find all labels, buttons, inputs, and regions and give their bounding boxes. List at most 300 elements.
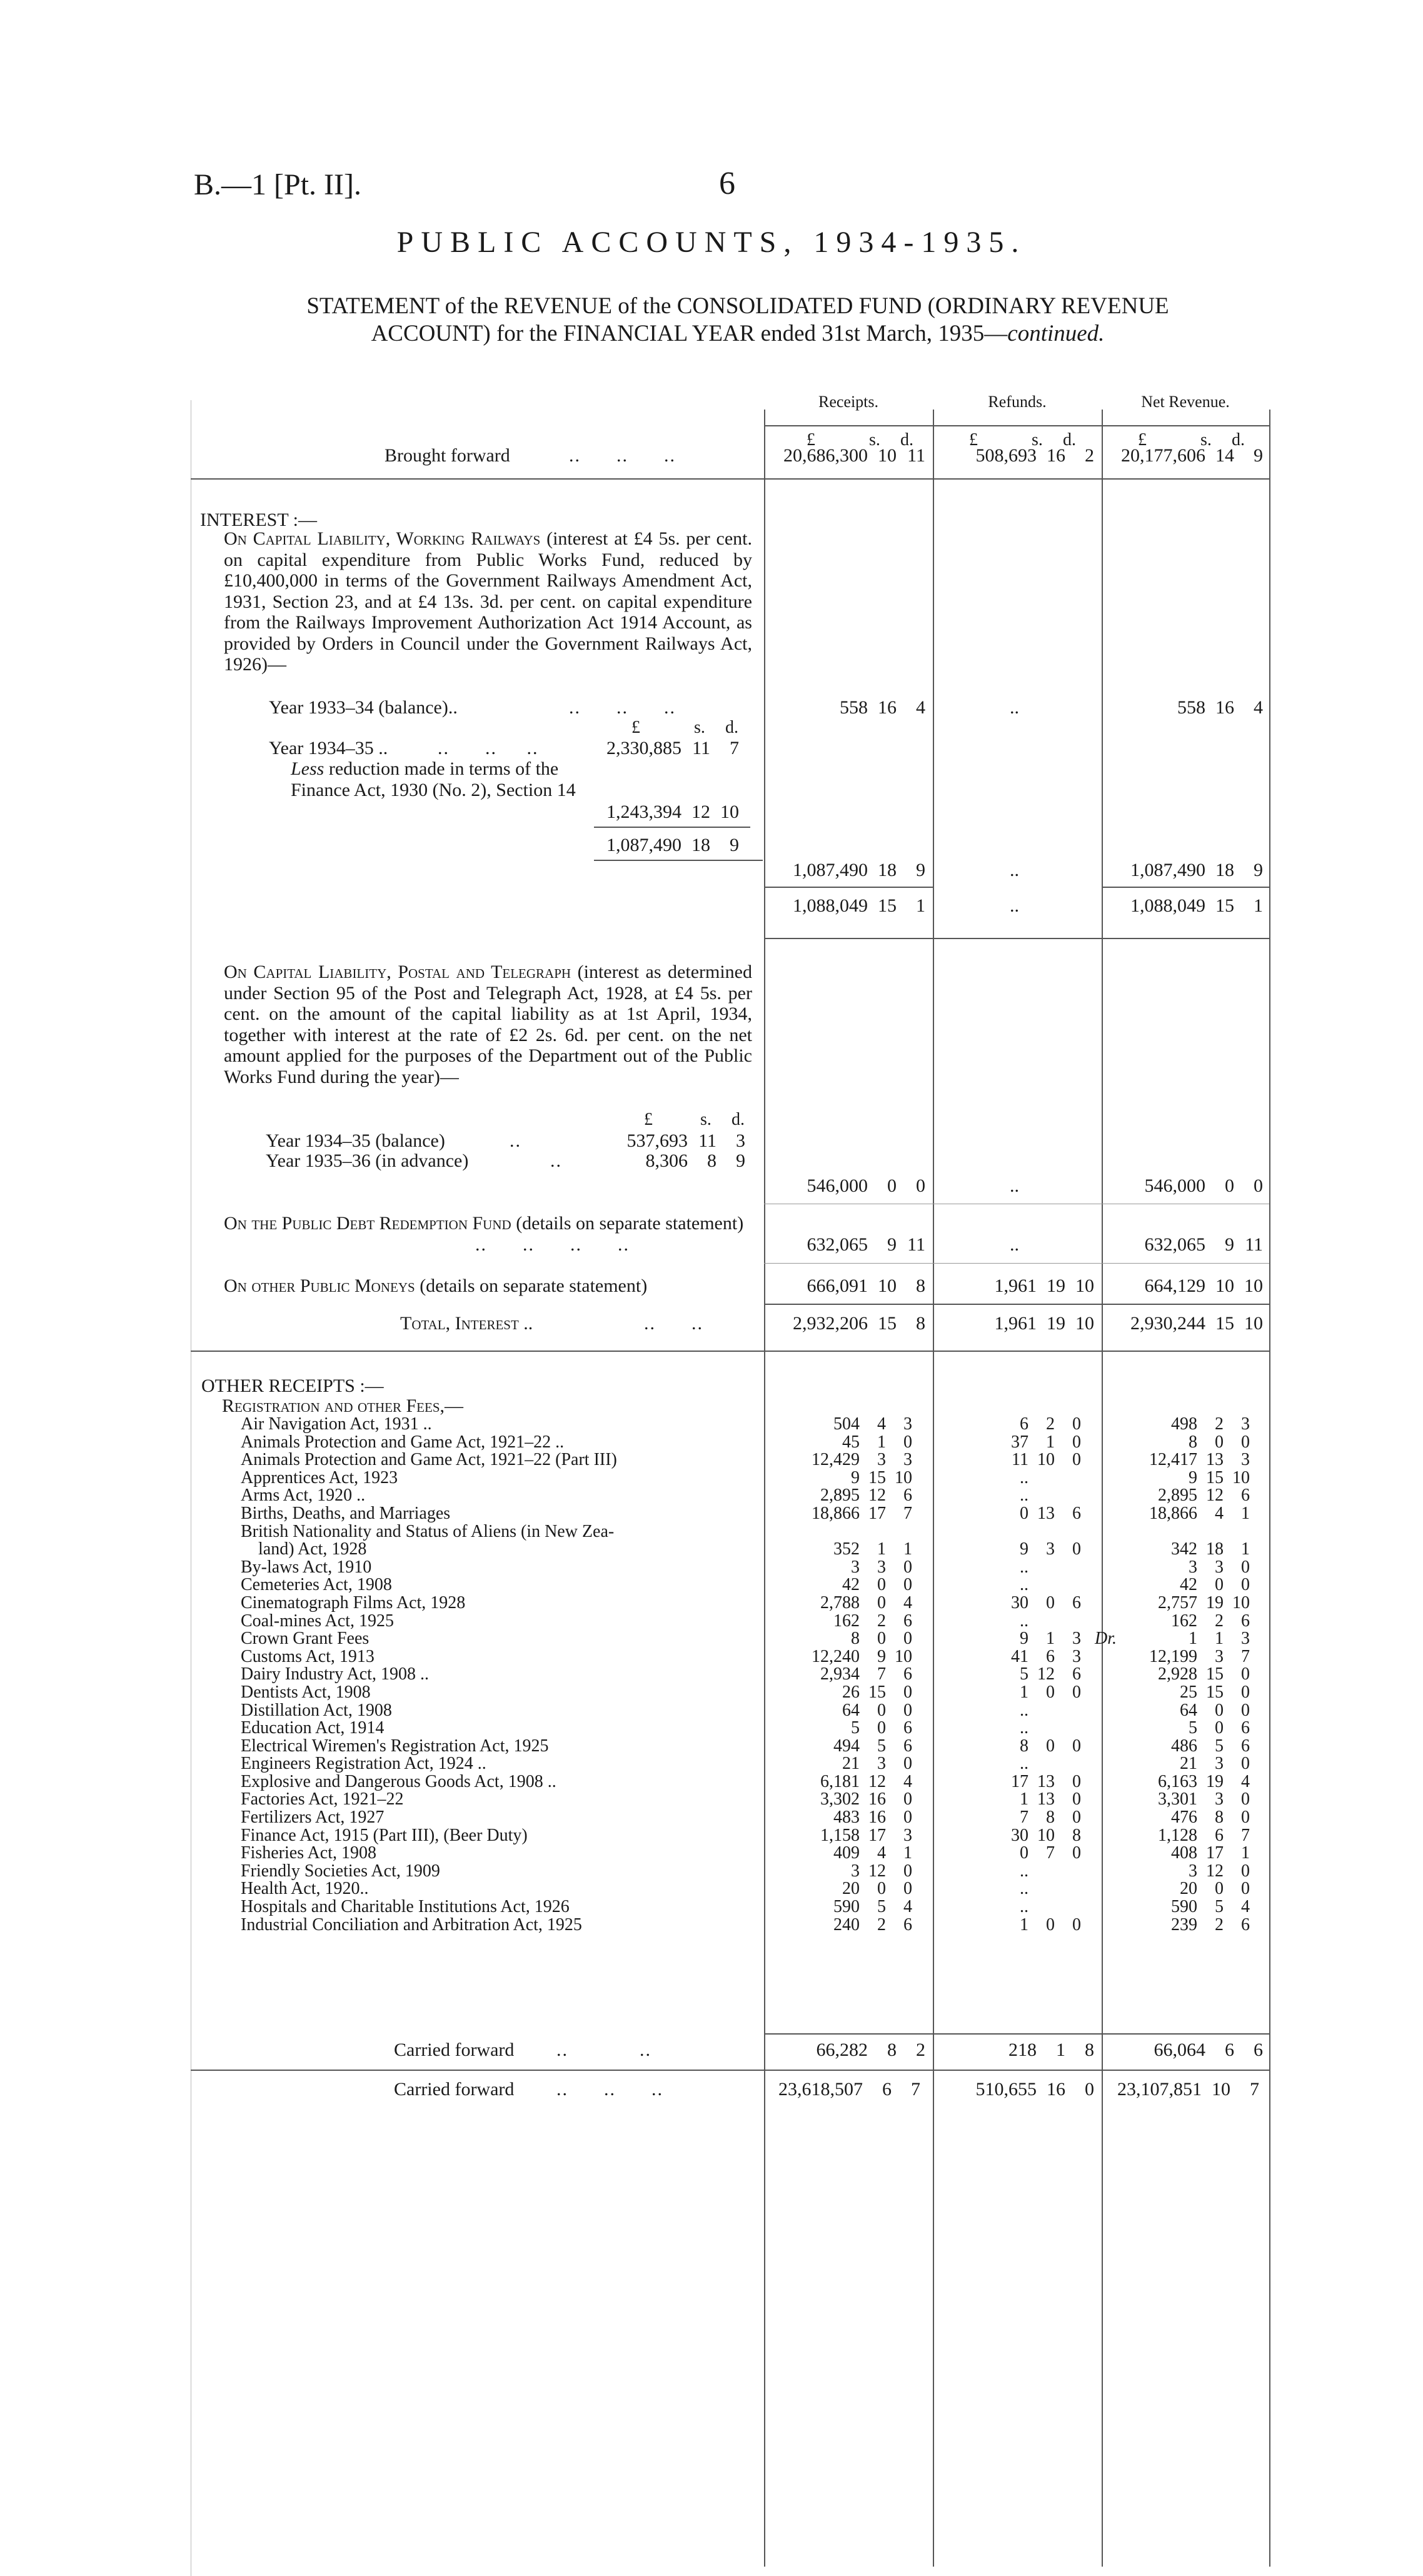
pounds: 1,128 — [1158, 1825, 1197, 1845]
pence: 7 — [1241, 1646, 1250, 1666]
row-label: Animals Protection and Game Act, 1921–22 (Part III) — [241, 1450, 617, 1470]
col-head-refunds: Refunds. — [988, 393, 1047, 411]
row-refunds — [935, 1826, 1081, 1846]
shillings: 1 — [1046, 1629, 1055, 1649]
row-receipts — [766, 1629, 912, 1649]
shillings: 5 — [877, 1897, 886, 1917]
row-refunds — [935, 1414, 1081, 1434]
postal-year-1935-label: Year 1935–36 (in advance) — [266, 1150, 469, 1171]
pence: 4 — [903, 1592, 912, 1613]
shillings: 0 — [877, 1575, 886, 1595]
row-refunds — [935, 1683, 1081, 1703]
row-label: Animals Protection and Game Act, 1921–22 .. — [241, 1432, 565, 1452]
wr-total-net: 1,088,049 15 1 — [1130, 895, 1263, 916]
pounds: 409 — [833, 1843, 860, 1863]
interest-heading: INTEREST :— — [200, 510, 317, 530]
table-row — [241, 1754, 1250, 1774]
unit-pence: d. — [725, 718, 738, 737]
pounds: 2,934 — [820, 1664, 860, 1684]
carried-forward-refunds: 510,655 16 0 — [975, 2079, 1094, 2100]
shillings: 17 — [868, 1825, 886, 1845]
row-net — [1104, 1879, 1250, 1899]
table-row — [241, 1682, 1250, 1702]
shillings: 0 — [1046, 1914, 1055, 1935]
shillings: 2 — [1215, 1611, 1224, 1631]
pounds: 5 — [1189, 1718, 1197, 1738]
table-row — [241, 1843, 1250, 1863]
dots: .. — [1020, 1700, 1028, 1720]
shillings: 15 — [1206, 1682, 1224, 1702]
pence: 0 — [903, 1682, 912, 1702]
shillings: 0 — [877, 1879, 886, 1899]
pence: 3 — [1241, 1450, 1250, 1470]
shillings: 8 — [1215, 1808, 1224, 1828]
shillings: 16 — [868, 1808, 886, 1828]
row-net — [1104, 1664, 1250, 1684]
shillings: 3 — [877, 1450, 886, 1470]
postal-net: 546,000 0 0 — [1144, 1175, 1263, 1196]
dots: .. — [1020, 1486, 1028, 1506]
row-receipts — [766, 1664, 912, 1684]
row-refunds — [935, 1593, 1081, 1613]
row-net — [1104, 1575, 1250, 1595]
row-receipts — [766, 1593, 912, 1613]
shillings: 10 — [1037, 1825, 1055, 1845]
wr-inner-units — [631, 718, 763, 738]
shillings: 12 — [1206, 1486, 1224, 1506]
shillings: 1 — [877, 1432, 886, 1452]
brought-forward-leaders: .. .. .. — [569, 445, 676, 466]
pounds: 476 — [1171, 1808, 1197, 1828]
wr-year-1934-leaders: .. .. .. — [438, 738, 539, 758]
pounds: 64 — [842, 1700, 860, 1720]
wr-subtotal-refunds: .. — [1010, 860, 1019, 880]
pounds: 41 — [1011, 1646, 1028, 1666]
row-receipts — [766, 1736, 912, 1756]
pounds: 2,928 — [1158, 1664, 1197, 1684]
shillings: 12 — [868, 1771, 886, 1791]
pence: 0 — [903, 1629, 912, 1649]
shillings: 4 — [877, 1414, 886, 1434]
carried-forward-sub-refunds: 218 1 8 — [1008, 2040, 1094, 2060]
brought-forward-label: Brought forward — [385, 445, 510, 466]
row-refunds — [935, 1772, 1081, 1792]
shillings: 15 — [1206, 1467, 1224, 1487]
row-net — [1104, 1718, 1250, 1738]
working-railways-description — [224, 528, 752, 675]
dots: .. — [1020, 1897, 1028, 1917]
pence: 0 — [1241, 1754, 1250, 1774]
pence: 0 — [1241, 1664, 1250, 1684]
table-row — [241, 1503, 1250, 1523]
postal-refunds: .. — [1010, 1175, 1019, 1196]
pence: 0 — [903, 1700, 912, 1720]
pounds: 12,429 — [812, 1450, 860, 1470]
shillings: 3 — [1215, 1789, 1224, 1809]
wr-year-1933-net: 558 16 4 — [1177, 697, 1263, 718]
row-net — [1104, 1557, 1250, 1577]
rule-under-headers — [764, 425, 1269, 426]
pence: 3 — [903, 1825, 912, 1845]
row-refunds — [935, 1664, 1081, 1684]
shillings: 13 — [1206, 1450, 1224, 1470]
pounds: 3 — [1189, 1557, 1197, 1577]
row-receipts — [766, 1861, 912, 1881]
table-row — [241, 1646, 1250, 1666]
total-interest-leaders: .. .. — [644, 1313, 703, 1334]
row-net — [1104, 1789, 1250, 1809]
pence: 6 — [1072, 1664, 1081, 1684]
table-row — [241, 1450, 1250, 1470]
pence: 1 — [1241, 1503, 1250, 1523]
shillings: 2 — [1215, 1914, 1224, 1935]
row-refunds — [935, 1879, 1028, 1899]
table-row — [241, 1557, 1250, 1577]
debt-redemption-leaders: .. .. .. .. — [475, 1234, 630, 1255]
unit-pence: d. — [732, 1110, 745, 1129]
unit-shilling: s. — [869, 430, 880, 450]
postal-receipts: 546,000 0 0 — [807, 1175, 925, 1196]
shillings: 2 — [877, 1611, 886, 1631]
table-row — [241, 1575, 1250, 1595]
other-receipts-list — [241, 1414, 1250, 1935]
pounds: 162 — [1171, 1611, 1197, 1631]
unit-shilling: s. — [694, 718, 705, 737]
shillings: 0 — [877, 1718, 886, 1738]
row-receipts — [766, 1897, 912, 1917]
row-refunds — [935, 1843, 1081, 1863]
wr-subtotal-net: 1,087,490 18 9 — [1130, 860, 1263, 880]
pounds: 239 — [1171, 1914, 1197, 1935]
row-net — [1104, 1593, 1250, 1613]
page-title: PUBLIC ACCOUNTS, 1934-1935. — [396, 226, 1027, 259]
row-receipts — [766, 1879, 912, 1899]
wr-less-amount: 1,243,394 12 10 — [606, 802, 739, 822]
pounds: 6 — [1020, 1414, 1028, 1434]
row-label: Cinematograph Films Act, 1928 — [241, 1592, 466, 1613]
wr-total-underline — [764, 938, 1269, 939]
working-railways-lead: On Capital Liability, Working Railways — [224, 528, 541, 549]
shillings: 16 — [868, 1789, 886, 1809]
pence: 6 — [903, 1914, 912, 1935]
pence: 0 — [1072, 1843, 1081, 1863]
pence: 1 — [1241, 1843, 1250, 1863]
table-row — [241, 1486, 1250, 1506]
row-net — [1104, 1414, 1250, 1434]
row-receipts — [766, 1826, 912, 1846]
row-refunds — [935, 1557, 1028, 1577]
pence: 0 — [1241, 1557, 1250, 1577]
row-refunds — [935, 1575, 1028, 1595]
shillings: 0 — [1215, 1879, 1224, 1899]
row-receipts — [766, 1468, 912, 1488]
row-refunds — [935, 1611, 1028, 1631]
pounds: 45 — [842, 1432, 860, 1452]
pence: 0 — [1072, 1771, 1081, 1791]
row-refunds — [935, 1450, 1081, 1470]
row-label: Education Act, 1914 — [241, 1718, 385, 1738]
pence: 0 — [1072, 1736, 1081, 1756]
row-label: Air Navigation Act, 1931 .. — [241, 1414, 432, 1434]
shillings: 12 — [868, 1486, 886, 1506]
row-receipts — [766, 1450, 912, 1470]
pence: 0 — [903, 1789, 912, 1809]
rule-net-right — [1269, 410, 1270, 2567]
pence: 6 — [1241, 1486, 1250, 1506]
unit-shilling: s. — [1200, 430, 1212, 450]
registration-fees-subheading: Registration and other Fees,— — [222, 1396, 464, 1416]
wr-total-receipts: 1,088,049 15 1 — [793, 895, 925, 916]
row-label: Fisheries Act, 1908 — [241, 1843, 376, 1863]
wr-year-1933-label: Year 1933–34 (balance).. — [269, 697, 458, 718]
row-receipts — [766, 1683, 912, 1703]
pounds: 504 — [833, 1414, 860, 1434]
pence: 3 — [903, 1450, 912, 1470]
shillings: 17 — [1206, 1843, 1224, 1863]
shillings: 1 — [877, 1539, 886, 1559]
pence: 0 — [1241, 1575, 1250, 1595]
row-label: Health Act, 1920.. — [241, 1879, 369, 1899]
shillings: 0 — [1046, 1592, 1055, 1613]
pounds: 2,895 — [820, 1486, 860, 1506]
table-row — [241, 1808, 1250, 1828]
pounds: 2,757 — [1158, 1592, 1197, 1613]
pounds: 64 — [1180, 1700, 1197, 1720]
col-head-net-revenue: Net Revenue. — [1141, 393, 1230, 411]
pence: 0 — [903, 1808, 912, 1828]
row-refunds — [935, 1701, 1028, 1721]
shillings: 13 — [1037, 1771, 1055, 1791]
row-net — [1104, 1450, 1250, 1470]
table-row — [241, 1718, 1250, 1738]
shillings: 12 — [1037, 1664, 1055, 1684]
row-refunds — [935, 1432, 1081, 1452]
brought-forward-refunds: 508,693 16 2 — [975, 445, 1094, 466]
table-row — [241, 1522, 1154, 1540]
pounds: 12,199 — [1149, 1646, 1197, 1666]
pence: 3 — [1241, 1629, 1250, 1649]
shillings: 3 — [877, 1754, 886, 1774]
table-row — [241, 1539, 1250, 1559]
pounds: 1 — [1189, 1629, 1197, 1649]
page-number: 6 — [719, 166, 735, 201]
pounds: 9 — [851, 1467, 860, 1487]
pence: 8 — [1072, 1825, 1081, 1845]
shillings: 12 — [1206, 1861, 1224, 1881]
row-net — [1104, 1486, 1250, 1506]
row-net — [1104, 1504, 1250, 1524]
table-row — [241, 1432, 1250, 1452]
pence: 3 — [1241, 1414, 1250, 1434]
shillings: 0 — [1215, 1432, 1224, 1452]
unit-pence: d. — [1063, 430, 1076, 450]
pence: 0 — [1072, 1539, 1081, 1559]
row-net — [1104, 1611, 1250, 1631]
wr-total-rule-receipts — [764, 887, 933, 888]
postal-year-1935-leaders: .. — [550, 1150, 562, 1171]
pounds: 11 — [1012, 1450, 1028, 1470]
pounds: 8 — [1020, 1736, 1028, 1756]
pence: 0 — [1072, 1432, 1081, 1452]
row-refunds — [935, 1861, 1028, 1881]
working-railways-text: (interest at £4 5s. per cent. on capital expenditure from Public Works Fund, reduced by £10,400,000 in terms of the Government Railways Amendment Act, 1931, Section 23, and at £4 13s. 3d. per cent. on capital expenditure from the Railways Improvement Authorization Act 1914 Account, as provided by Orders in Council under the Government Railways Act, 1926)— — [224, 528, 752, 675]
carried-forward-leaders: .. .. .. — [556, 2079, 663, 2100]
other-public-moneys-receipts: 666,091 10 8 — [807, 1275, 925, 1296]
table-row — [241, 1789, 1250, 1809]
pence: 6 — [1241, 1611, 1250, 1631]
shillings: 1 — [1215, 1629, 1224, 1649]
pence: 0 — [1241, 1879, 1250, 1899]
shillings: 6 — [1215, 1825, 1224, 1845]
carried-forward-sub-label: Carried forward — [394, 2040, 515, 2060]
total-interest-rule — [191, 1351, 1269, 1352]
row-net — [1104, 1736, 1250, 1756]
row-label: British Nationality and Status of Aliens (in New Zea- — [241, 1521, 615, 1541]
row-net — [1104, 1432, 1250, 1452]
shillings: 2 — [1215, 1414, 1224, 1434]
row-receipts — [766, 1789, 912, 1809]
table-row — [241, 1467, 1250, 1487]
pounds: 0 — [1020, 1503, 1028, 1523]
row-label: Fertilizers Act, 1927 — [241, 1808, 385, 1828]
row-refunds — [935, 1539, 1081, 1559]
unit-pound: £ — [969, 430, 978, 450]
pounds: 590 — [1171, 1897, 1197, 1917]
shillings: 9 — [877, 1646, 886, 1666]
pounds: 1 — [1020, 1914, 1028, 1935]
pence: 6 — [903, 1718, 912, 1738]
pence: 6 — [903, 1611, 912, 1631]
row-receipts — [766, 1486, 912, 1506]
shillings: 5 — [1215, 1897, 1224, 1917]
carried-forward-receipts: 23,618,507 6 7 — [778, 2079, 920, 2100]
pounds: 20 — [1180, 1879, 1197, 1899]
shillings: 0 — [877, 1700, 886, 1720]
pounds: 26 — [842, 1682, 860, 1702]
pounds: 1 — [1020, 1789, 1028, 1809]
table-row — [241, 1825, 1250, 1845]
row-receipts — [766, 1647, 912, 1667]
other-public-moneys-net: 664,129 10 10 — [1144, 1275, 1263, 1296]
pence: 1 — [1241, 1539, 1250, 1559]
row-label: Finance Act, 1915 (Part III), (Beer Duty) — [241, 1825, 528, 1845]
shillings: 0 — [1215, 1718, 1224, 1738]
pence: 6 — [1241, 1736, 1250, 1756]
pounds: 486 — [1171, 1736, 1197, 1756]
table-row — [241, 1897, 1250, 1917]
row-net — [1104, 1808, 1250, 1828]
wr-year-1934-amount: 2,330,885 11 7 — [606, 738, 739, 758]
rule-under-brought-forward — [191, 478, 1269, 480]
row-refunds — [935, 1647, 1081, 1667]
unit-pound: £ — [631, 718, 640, 737]
pence: 6 — [1072, 1503, 1081, 1523]
pounds: 21 — [1180, 1754, 1197, 1774]
pence: 0 — [1241, 1682, 1250, 1702]
pounds: 8 — [851, 1629, 860, 1649]
wr-year-1933-receipts: 558 16 4 — [840, 697, 925, 718]
row-refunds — [935, 1468, 1028, 1488]
debt-redemption-refunds: .. — [1010, 1234, 1019, 1255]
unit-pound: £ — [807, 430, 815, 450]
row-label: Dentists Act, 1908 — [241, 1682, 371, 1702]
pounds: 6,163 — [1158, 1771, 1197, 1791]
row-receipts — [766, 1611, 912, 1631]
shillings: 0 — [1215, 1700, 1224, 1720]
shillings: 17 — [868, 1503, 886, 1523]
wr-less-description — [291, 758, 591, 800]
dots: .. — [1020, 1718, 1028, 1738]
col-head-receipts: Receipts. — [818, 393, 879, 411]
pence: 4 — [1241, 1897, 1250, 1917]
carried-forward-rule — [191, 2070, 1269, 2071]
row-refunds — [935, 1629, 1081, 1649]
pence: 7 — [1241, 1825, 1250, 1845]
unit-pence: d. — [900, 430, 913, 450]
pounds: 3,301 — [1158, 1789, 1197, 1809]
unit-pound: £ — [1138, 430, 1147, 450]
pence: 4 — [903, 1771, 912, 1791]
pence: 0 — [1072, 1808, 1081, 1828]
pounds: 0 — [1020, 1843, 1028, 1863]
row-net — [1104, 1539, 1250, 1559]
row-net — [1104, 1826, 1250, 1846]
pence: 6 — [903, 1486, 912, 1506]
dots: .. — [1020, 1879, 1028, 1899]
pounds: 162 — [833, 1611, 860, 1631]
pounds: 30 — [1011, 1825, 1028, 1845]
table-row — [241, 1611, 1250, 1631]
pence: 0 — [1241, 1432, 1250, 1452]
shillings: 13 — [1037, 1789, 1055, 1809]
row-receipts — [766, 1915, 912, 1935]
row-receipts — [766, 1504, 912, 1524]
shillings: 7 — [877, 1664, 886, 1684]
pounds: 21 — [842, 1754, 860, 1774]
dots: .. — [1020, 1861, 1028, 1881]
pounds: 18,866 — [1149, 1503, 1197, 1523]
pence: 7 — [903, 1503, 912, 1523]
row-net — [1104, 1861, 1250, 1881]
shillings: 7 — [1046, 1843, 1055, 1863]
row-receipts — [766, 1808, 912, 1828]
debt-redemption-text: (details on separate statement) — [516, 1213, 744, 1234]
pounds: 20 — [842, 1879, 860, 1899]
pounds: 483 — [833, 1808, 860, 1828]
shillings: 19 — [1206, 1592, 1224, 1613]
postal-description — [224, 962, 752, 1087]
shillings: 1 — [1046, 1432, 1055, 1452]
debt-redemption-lead: On the Public Debt Redemption Fund — [224, 1213, 511, 1234]
carried-forward-sub-net: 66,064 6 6 — [1154, 2040, 1263, 2060]
pounds: 42 — [842, 1575, 860, 1595]
shillings: 3 — [1215, 1557, 1224, 1577]
postal-year-1934-amount: 537,693 11 3 — [626, 1130, 745, 1151]
dots: .. — [1020, 1575, 1028, 1595]
carried-forward-label: Carried forward — [394, 2079, 515, 2100]
wr-subtotal-rule — [594, 860, 763, 861]
pounds: 1 — [1020, 1682, 1028, 1702]
pounds: 590 — [833, 1897, 860, 1917]
table-row — [241, 1861, 1250, 1881]
statement-subtitle — [213, 293, 1263, 348]
row-net — [1104, 1701, 1250, 1721]
other-public-moneys-refunds: 1,961 19 10 — [994, 1275, 1094, 1296]
wr-less-label: Less — [291, 758, 324, 779]
pounds: 12,240 — [812, 1646, 860, 1666]
shillings: 2 — [877, 1914, 886, 1935]
postal-year-1935-amount: 8,306 8 9 — [645, 1150, 745, 1171]
